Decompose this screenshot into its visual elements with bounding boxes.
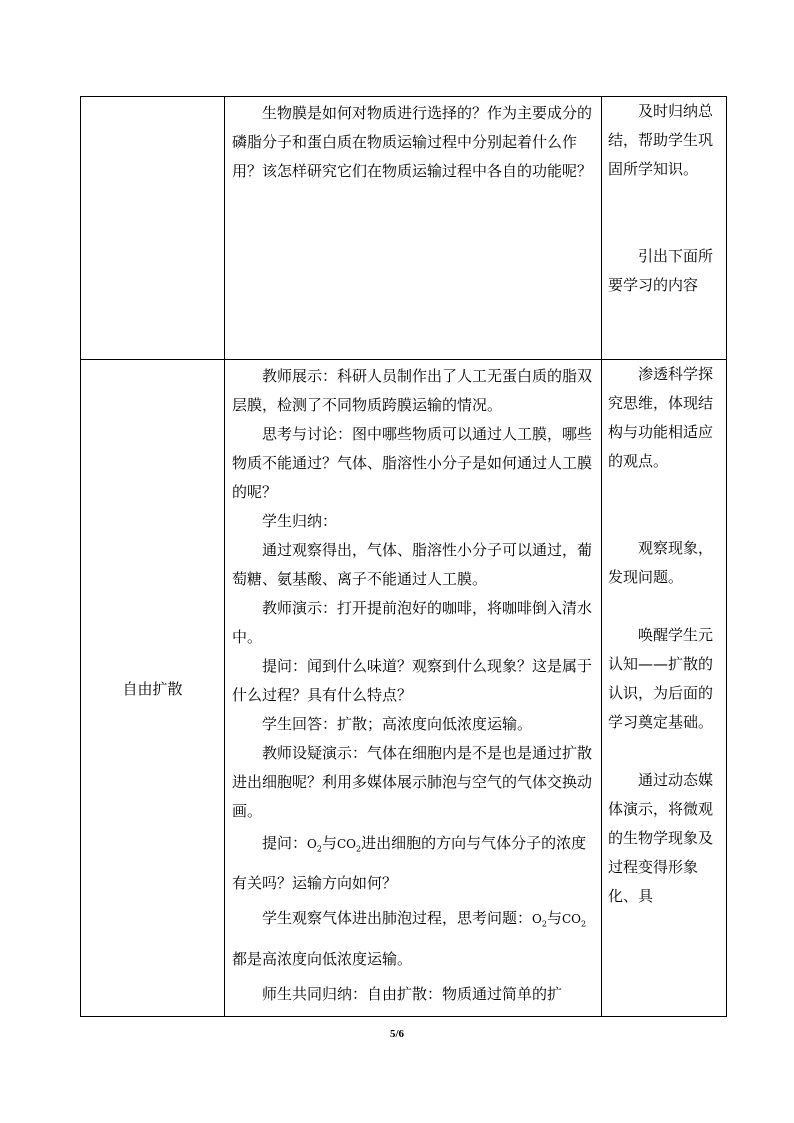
intent-note: 渗透科学探究思维，体现结构与功能相适应的观点。 <box>608 365 714 470</box>
table-row <box>81 97 727 360</box>
paragraph: 通过观察得出，气体、脂溶性小分子可以通过，葡萄糖、氨基酸、离子不能通过人工膜。 <box>232 541 593 588</box>
text-run: 进出细胞的方向与气体分子的浓度有关吗？运输方向如何？ <box>232 834 587 893</box>
design-intent-cell <box>602 97 727 360</box>
subscript: 2 <box>541 919 547 929</box>
formula-o2 <box>532 912 547 929</box>
subscript: 2 <box>581 919 587 929</box>
formula-text: CO <box>561 912 581 927</box>
paragraph: 学生回答：扩散；高浓度向低浓度运输。 <box>262 715 533 733</box>
lesson-table <box>80 96 727 1017</box>
formula-o2 <box>307 837 322 854</box>
intent-note: 唤醒学生元认知——扩散的认识，为后面的学习奠定基础。 <box>608 626 714 731</box>
formula-text: CO <box>336 837 356 851</box>
paragraph: 教师展示：科研人员制作出了人工无蛋白质的脂双层膜，检测了不同物质跨膜运输的情况。 <box>232 367 593 414</box>
paragraph: 教师设疑演示：气体在细胞内是不是也是通过扩散进出细胞呢？利用多媒体展示肺泡与空气的气体交换动画。 <box>232 744 593 820</box>
paragraph: 生物膜是如何对物质进行选择的？作为主要成分的磷脂分子和蛋白质在物质运输过程中分别起着什么作用？该怎样研究它们在物质运输过程中各自的功能呢？ <box>232 104 593 180</box>
section-label-cell <box>81 97 225 360</box>
text-run: 都是高浓度向低浓度运输。 <box>232 949 413 968</box>
design-intent-cell <box>602 360 727 1017</box>
section-label: 自由扩散 <box>122 679 183 698</box>
intent-note: 观察现象，发现问题。 <box>608 539 714 586</box>
paragraph <box>232 901 594 976</box>
text-run: 与 <box>321 834 337 852</box>
intent-note: 及时归纳总结，帮助学生巩固所学知识。 <box>608 102 714 178</box>
subscript: 2 <box>316 844 322 854</box>
paragraph: 教师演示：打开提前泡好的咖啡，将咖啡倒入清水中。 <box>232 599 593 646</box>
text-run: 学生观察气体进出肺泡过程，思考问题： <box>262 909 533 928</box>
formula-co2 <box>561 912 587 929</box>
teaching-content-cell <box>225 360 602 1017</box>
paragraph: 思考与讨论：图中哪些物质可以通过人工膜，哪些物质不能通过？气体、脂溶性小分子是如何通过人工膜的呢？ <box>232 425 593 501</box>
intent-note: 引出下面所要学习的内容 <box>608 247 714 294</box>
formula-co2 <box>336 837 362 854</box>
page-number: 5/6 <box>389 1028 405 1040</box>
text-run: 与 <box>546 909 562 928</box>
section-label-cell <box>81 360 225 1017</box>
table-row <box>81 360 727 1017</box>
formula-text: O <box>307 837 317 851</box>
intent-note: 通过动态媒体演示，将微观的生物学现象及过程变得形象化、具 <box>608 771 714 905</box>
paragraph: 提问：闻到什么味道？观察到什么现象？这是属于什么过程？具有什么特点？ <box>232 657 593 704</box>
subscript: 2 <box>356 844 362 854</box>
paragraph <box>232 826 594 901</box>
teaching-content-cell <box>225 97 602 360</box>
text-run: 提问： <box>262 834 308 852</box>
formula-text: O <box>532 912 542 927</box>
paragraph: 师生共同归纳：自由扩散：物质通过简单的扩 <box>262 984 563 1003</box>
paragraph: 学生归纳： <box>262 512 338 530</box>
